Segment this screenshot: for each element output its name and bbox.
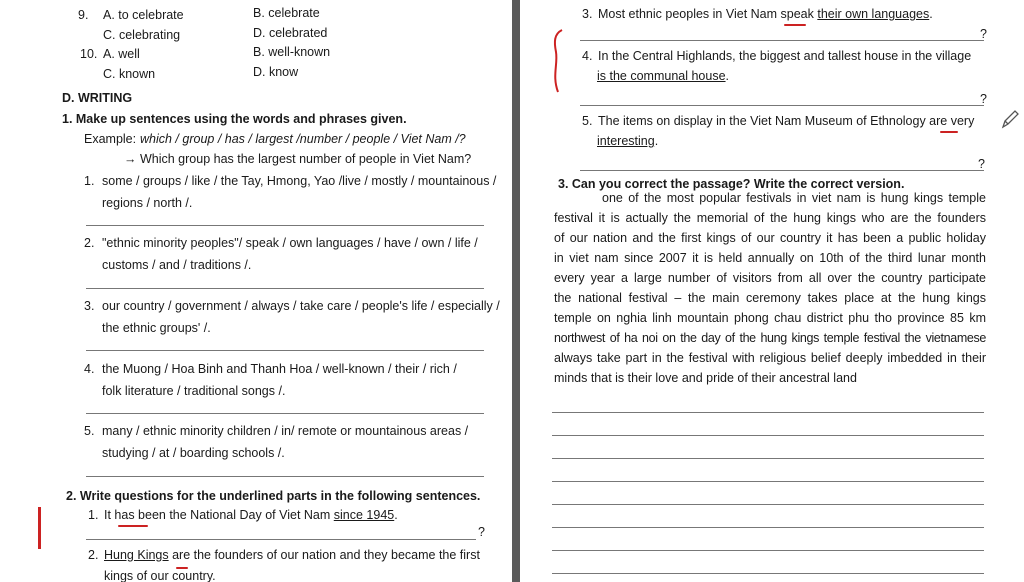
r5-end: . <box>654 134 659 148</box>
p1-item1-number: 1. <box>84 174 95 188</box>
p1-item3-line1: our country / government / always / take care / people's life / especially / <box>102 299 500 313</box>
q10-option-d: D. know <box>253 65 299 79</box>
q9-option-d: D. celebrated <box>253 26 328 40</box>
part1-heading: 1. Make up sentences using the words and phrases given. <box>62 112 407 126</box>
p1-item3-number: 3. <box>84 299 95 313</box>
p1-item2-number: 2. <box>84 236 95 250</box>
p2-q2-text: are the founders of our nation and they became the first <box>168 548 480 562</box>
answer-line[interactable] <box>86 539 476 540</box>
writing-line[interactable] <box>552 435 984 436</box>
r5-underlined: interesting <box>597 134 655 148</box>
q10-option-a: A. well <box>103 47 140 61</box>
answer-line[interactable] <box>580 105 984 106</box>
r3-end: . <box>929 7 933 21</box>
p1-item5-line1: many / ethnic minority children / in/ remote or mountainous areas / <box>102 424 469 438</box>
r3-text: Most ethnic peoples in Viet Nam speak <box>598 7 818 21</box>
p2-q2-underlined: Hung Kings <box>104 548 169 562</box>
red-underline-mark <box>784 24 806 26</box>
p1-item4-line1: the Muong / Hoa Binh and Thanh Hoa / well-known / their / rich / <box>102 362 457 376</box>
p2-q1-text: It has been the National Day of Viet Nam <box>104 508 334 522</box>
r4-underlined: is the communal house <box>597 69 726 83</box>
question-mark: ? <box>980 27 987 41</box>
example-cues: which / group / has / largest /number / people / Viet Nam /? <box>140 132 466 146</box>
writing-line[interactable] <box>552 527 984 528</box>
example-label: Example: <box>84 132 137 146</box>
r3-underlined: their own languages <box>817 7 930 21</box>
p2-q1-number: 1. <box>88 508 99 522</box>
writing-line[interactable] <box>552 481 984 482</box>
r4-end: . <box>725 69 730 83</box>
writing-line[interactable] <box>552 573 984 574</box>
section-d-heading: D. WRITING <box>62 91 133 105</box>
question-mark: ? <box>978 157 985 171</box>
p1-item4-number: 4. <box>84 362 95 376</box>
passage-line: in viet nam since 2007 it is held annually on 10th of the third lunar month <box>554 251 986 265</box>
p2-q1-end: . <box>394 508 398 522</box>
p2-q1-sentence <box>104 508 398 523</box>
q9-number: 9. <box>78 8 89 22</box>
passage-line: temple on nghia linh mountain phong chau district phu tho province 85 km <box>554 311 986 325</box>
r5-number: 5. <box>582 114 593 128</box>
passage-line: of our nation and the first kings of our country it has been a public holiday <box>554 231 986 245</box>
passage-line: every year a large number of visitors from all over the country participate <box>554 271 986 285</box>
q9-option-c: C. celebrating <box>103 28 181 42</box>
p1-item3-line2: the ethnic groups' /. <box>102 321 211 335</box>
p1-item1-line2: regions / north /. <box>102 196 193 210</box>
q10-option-b: B. well-known <box>253 45 331 59</box>
r3-number: 3. <box>582 7 593 21</box>
r5-line2 <box>597 134 658 149</box>
q9-option-a: A. to celebrate <box>103 8 184 22</box>
answer-line[interactable] <box>86 225 484 226</box>
red-underline-mark <box>940 131 958 133</box>
answer-line[interactable] <box>580 170 984 171</box>
part2-heading: 2. Write questions for the underlined parts in the following sentences. <box>66 489 481 503</box>
answer-line[interactable] <box>86 476 484 477</box>
right-page <box>520 0 1024 582</box>
writing-line[interactable] <box>552 550 984 551</box>
p1-item4-line2: folk literature / traditional songs /. <box>102 384 286 398</box>
question-mark: ? <box>478 525 485 539</box>
red-underline-mark <box>176 567 188 569</box>
passage-line: festival it is actually the memorial of the hung kings who are the founders <box>554 211 986 225</box>
red-underline-mark <box>118 525 148 527</box>
p1-item2-line1: "ethnic minority peoples"/ speak / own languages / have / own / life / <box>102 236 478 250</box>
part3-heading: 3. Can you correct the passage? Write the correct version. <box>558 177 905 191</box>
passage-line: the national festival – the main ceremony takes place at the hung kings <box>554 291 986 305</box>
writing-line[interactable] <box>552 504 984 505</box>
p1-item1-line1: some / groups / like / the Tay, Hmong, Yao /live / mostly / mountainous / <box>102 174 497 188</box>
answer-line[interactable] <box>86 288 484 289</box>
answer-line[interactable] <box>86 413 484 414</box>
writing-line[interactable] <box>552 458 984 459</box>
r4-number: 4. <box>582 49 593 63</box>
passage-line: northwest of ha noi on the day of the hung kings temple festival the vietnamese <box>554 331 986 345</box>
red-annotation-bar <box>38 507 41 549</box>
p2-q1-underlined: since 1945 <box>333 508 395 522</box>
r4-line2 <box>597 69 729 84</box>
r4-line1: In the Central Highlands, the biggest and tallest house in the village <box>598 49 972 63</box>
q9-option-b: B. celebrate <box>253 6 320 20</box>
p2-q2-number: 2. <box>88 548 99 562</box>
example-answer: → Which group has the largest number of people in Viet Nam? <box>124 152 472 166</box>
part3-passage <box>554 188 986 388</box>
passage-line: one of the most popular festivals in viet nam is hung kings temple <box>602 191 986 205</box>
p1-item5-line2: studying / at / boarding schools /. <box>102 446 285 460</box>
p2-q2-line2: kings of our country. <box>104 569 216 582</box>
q10-option-c: C. known <box>103 67 156 81</box>
answer-line[interactable] <box>580 40 984 41</box>
answer-line[interactable] <box>86 350 484 351</box>
r5-line1: The items on display in the Viet Nam Museum of Ethnology are very <box>598 114 975 128</box>
p2-q2-sentence <box>104 548 480 563</box>
q10-number: 10. <box>80 47 98 61</box>
r3-sentence <box>598 7 933 22</box>
writing-line[interactable] <box>552 412 984 413</box>
passage-line: always take part in the festival with religious belief deeply imbedded in their <box>554 351 986 365</box>
pencil-icon[interactable] <box>1000 108 1020 130</box>
passage-line: minds that is their love and pride of their ancestral land <box>554 371 857 385</box>
red-bracket-annotation <box>548 28 566 94</box>
p1-item2-line2: customs / and / traditions /. <box>102 258 252 272</box>
question-mark: ? <box>980 92 987 106</box>
p1-item5-number: 5. <box>84 424 95 438</box>
